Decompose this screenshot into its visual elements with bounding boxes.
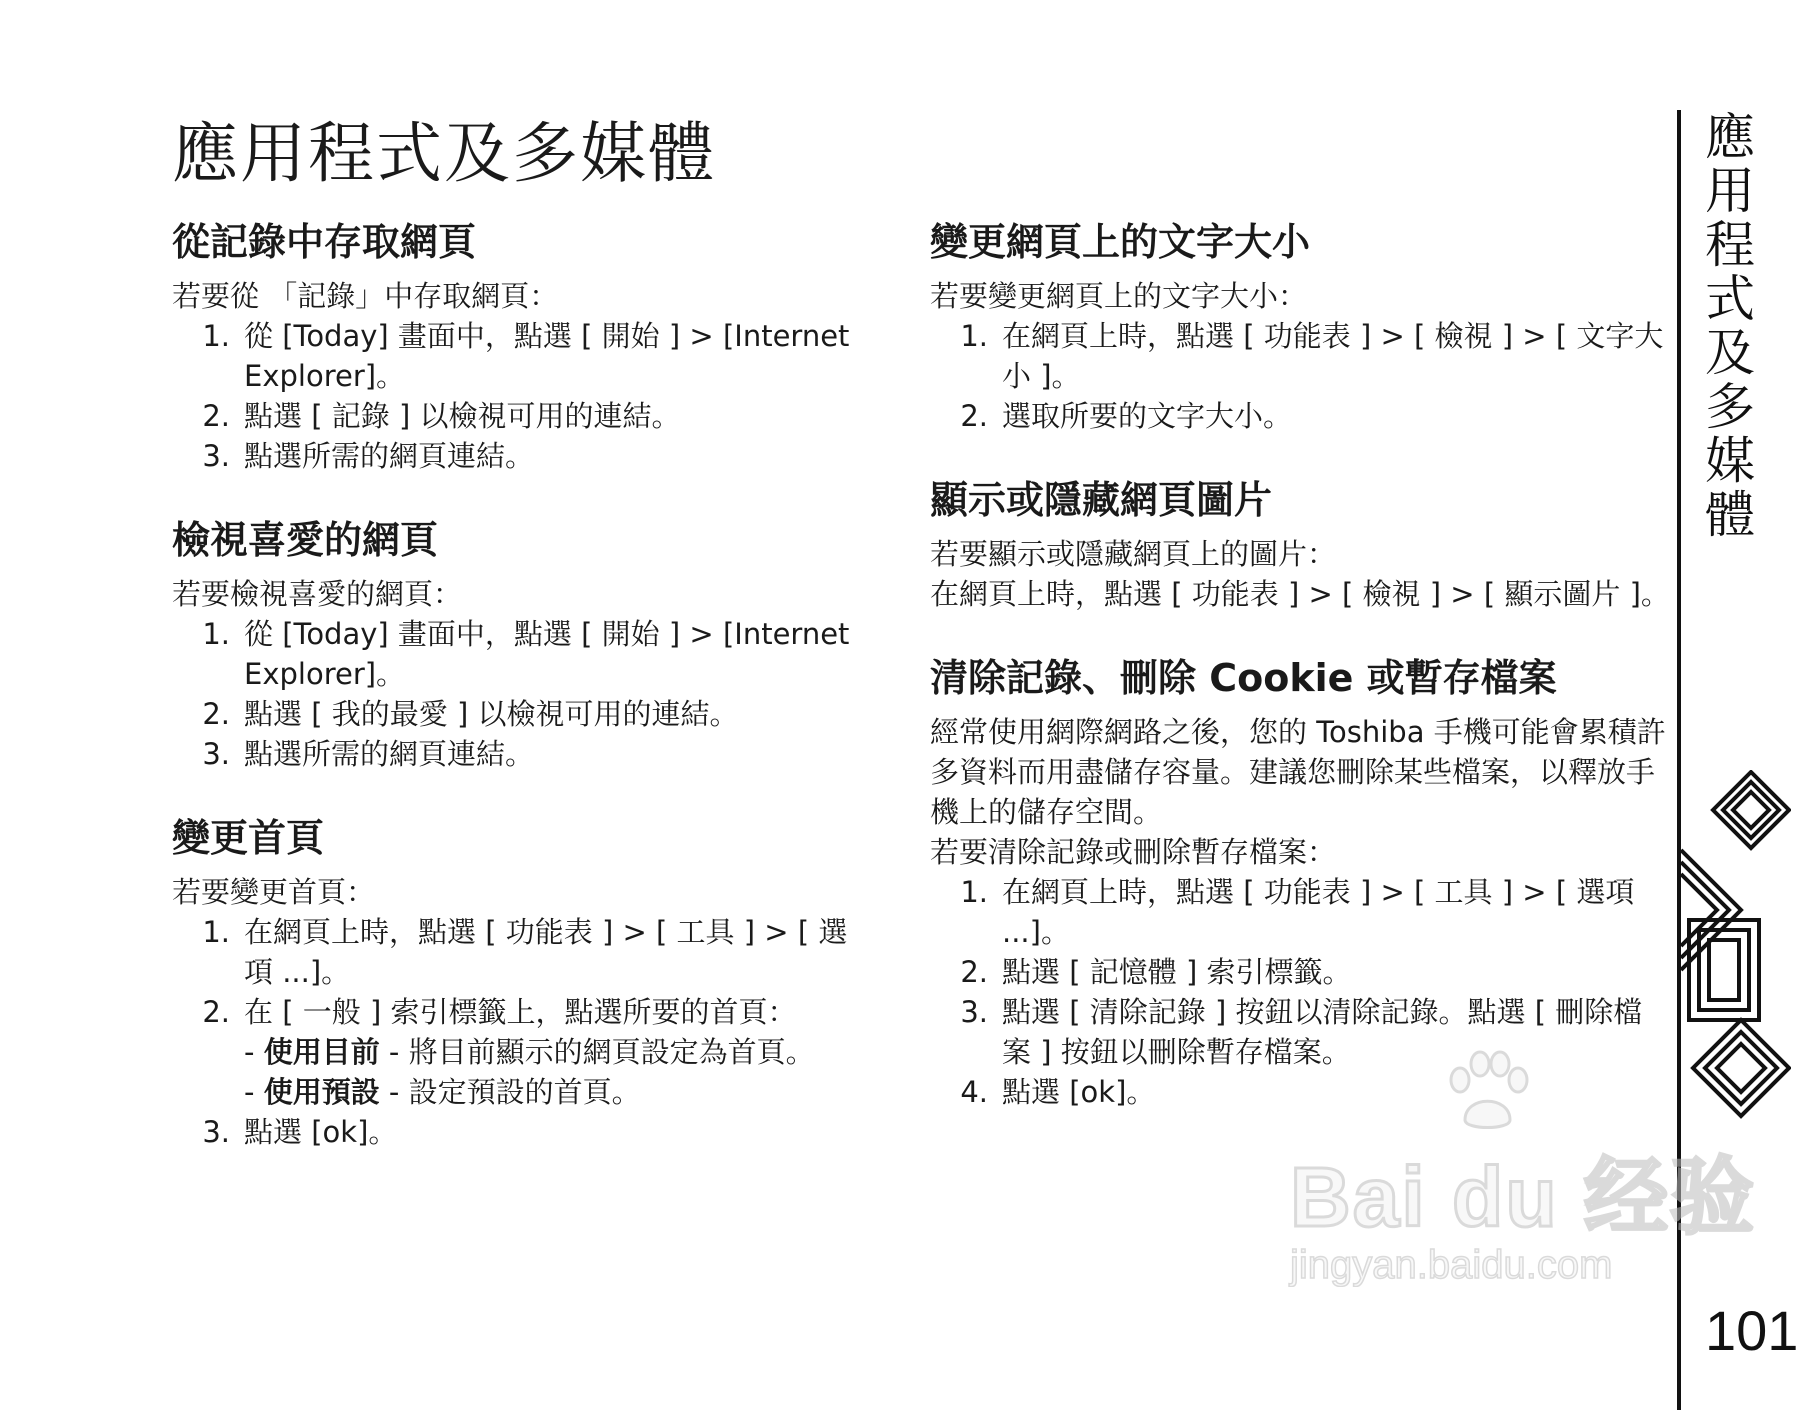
step-number: 3.	[202, 1115, 230, 1149]
list-item	[930, 952, 1670, 992]
step-number: 1.	[960, 319, 988, 353]
step-number: 2.	[960, 955, 988, 989]
step-text: 點選 [ 我的最愛 ] 以檢視可用的連結。	[244, 697, 739, 731]
step-number: 3.	[202, 439, 230, 473]
step-number: 4.	[960, 1075, 988, 1109]
page-number: 101	[1705, 1299, 1799, 1362]
section-heading: 從記錄中存取網頁	[172, 220, 477, 264]
section-text-size	[930, 218, 1670, 436]
step-text: 從 [Today] 畫面中，點選 [ 開始 ] > [Internet Explorer]。	[244, 617, 850, 691]
baidu-watermark	[1290, 1130, 1756, 1288]
step-text: 點選 [ok]。	[1002, 1075, 1156, 1109]
step-number: 3.	[202, 737, 230, 771]
list-item	[172, 396, 872, 436]
list-item	[172, 316, 872, 396]
section-paragraph: 在網頁上時，點選 [ 功能表 ] > [ 檢視 ] > [ 顯示圖片 ]。	[930, 577, 1670, 611]
step-text: 點選 [ 記錄 ] 以檢視可用的連結。	[244, 399, 681, 433]
step-text: 在網頁上時，點選 [ 功能表 ] > [ 工具 ] > [ 選項 ...]。	[1002, 875, 1635, 949]
step-number: 1.	[202, 915, 230, 949]
list-item	[172, 992, 872, 1112]
list-item	[172, 694, 872, 734]
step-text: 點選 [ok]。	[244, 1115, 398, 1149]
section-show-pictures	[930, 476, 1670, 614]
step-text: 點選 [ 清除記錄 ] 按鈕以清除記錄。點選 [ 刪除檔案 ] 按鈕以刪除暫存檔案。	[1002, 995, 1643, 1069]
step-text: 選取所要的文字大小。	[1002, 399, 1293, 433]
page-title: 應用程式及多媒體	[172, 115, 716, 192]
watermark-url: jingyan.baidu.com	[1290, 1243, 1613, 1287]
list-item	[172, 436, 872, 476]
sub-option-name: 使用預設	[263, 1075, 380, 1109]
right-column	[930, 218, 1670, 1152]
list-item	[930, 316, 1670, 396]
step-number: 1.	[960, 875, 988, 909]
step-list	[172, 614, 872, 774]
step-list	[172, 912, 872, 1152]
section-heading: 顯示或隱藏網頁圖片	[930, 478, 1273, 522]
step-list	[172, 316, 872, 476]
list-item	[172, 1112, 872, 1152]
section-clear-history	[930, 654, 1670, 1112]
section-favorites	[172, 516, 872, 774]
list-item	[172, 614, 872, 694]
left-column	[172, 218, 872, 1192]
sub-option: - 使用預設 - 設定預設的首頁。	[244, 1075, 641, 1109]
step-number: 1.	[202, 617, 230, 651]
step-number: 3.	[960, 995, 988, 1029]
paw-icon	[1440, 1050, 1530, 1130]
sub-option-name: 使用目前	[263, 1035, 380, 1069]
step-text	[244, 992, 872, 1112]
step-number: 2.	[960, 399, 988, 433]
side-chapter-title: 應用程式及多媒體	[1697, 110, 1755, 542]
sub-option-desc: - 將目前顯示的網頁設定為首頁。	[379, 1035, 815, 1069]
section-heading: 清除記錄、刪除 Cookie 或暫存檔案	[930, 656, 1557, 700]
step-text: 從 [Today] 畫面中，點選 [ 開始 ] > [Internet Explorer]。	[244, 319, 850, 393]
step-number: 2.	[202, 399, 230, 433]
list-item	[930, 1072, 1670, 1112]
section-heading: 變更網頁上的文字大小	[930, 220, 1311, 264]
section-change-homepage	[172, 814, 872, 1152]
section-intro: 若要變更網頁上的文字大小：	[930, 279, 1308, 313]
section-access-history	[172, 218, 872, 476]
step-text: 點選 [ 記憶體 ] 索引標籤。	[1002, 955, 1352, 989]
list-item	[930, 992, 1670, 1072]
section-intro: 若要檢視喜愛的網頁：	[172, 577, 463, 611]
step-main-text: 在 [ 一般 ] 索引標籤上，點選所要的首頁：	[244, 995, 797, 1029]
list-item	[930, 396, 1670, 436]
section-intro: 若要從 「記錄」中存取網頁：	[172, 279, 559, 313]
step-number: 1.	[202, 319, 230, 353]
section-intro: 若要變更首頁：	[172, 875, 376, 909]
step-text: 在網頁上時，點選 [ 功能表 ] > [ 工具 ] > [ 選項 ...]。	[244, 915, 848, 989]
section-heading: 檢視喜愛的網頁	[172, 518, 439, 562]
step-text: 點選所需的網頁連結。	[244, 737, 535, 771]
step-text: 點選所需的網頁連結。	[244, 439, 535, 473]
sub-option-desc: - 設定預設的首頁。	[379, 1075, 641, 1109]
list-item	[172, 912, 872, 992]
step-list	[930, 316, 1670, 436]
decorative-diamond-pattern	[1681, 770, 1791, 1150]
step-number: 2.	[202, 995, 230, 1029]
step-number: 2.	[202, 697, 230, 731]
list-item	[172, 734, 872, 774]
section-intro: 經常使用網際網路之後，您的 Toshiba 手機可能會累積許多資料而用盡儲存容量。建議您刪除某些檔案，以釋放手機上的儲存空間。	[930, 715, 1666, 829]
step-list	[930, 872, 1670, 1112]
section-heading: 變更首頁	[172, 816, 325, 860]
section-intro: 若要顯示或隱藏網頁上的圖片：	[930, 537, 1337, 571]
section-paragraph: 若要清除記錄或刪除暫存檔案：	[930, 835, 1337, 869]
sub-option: - 使用目前 - 將目前顯示的網頁設定為首頁。	[244, 1035, 815, 1069]
watermark-logo-text: Bai du 经验	[1290, 1150, 1757, 1244]
list-item	[930, 872, 1670, 952]
step-text: 在網頁上時，點選 [ 功能表 ] > [ 檢視 ] > [ 文字大小 ]。	[1002, 319, 1664, 393]
